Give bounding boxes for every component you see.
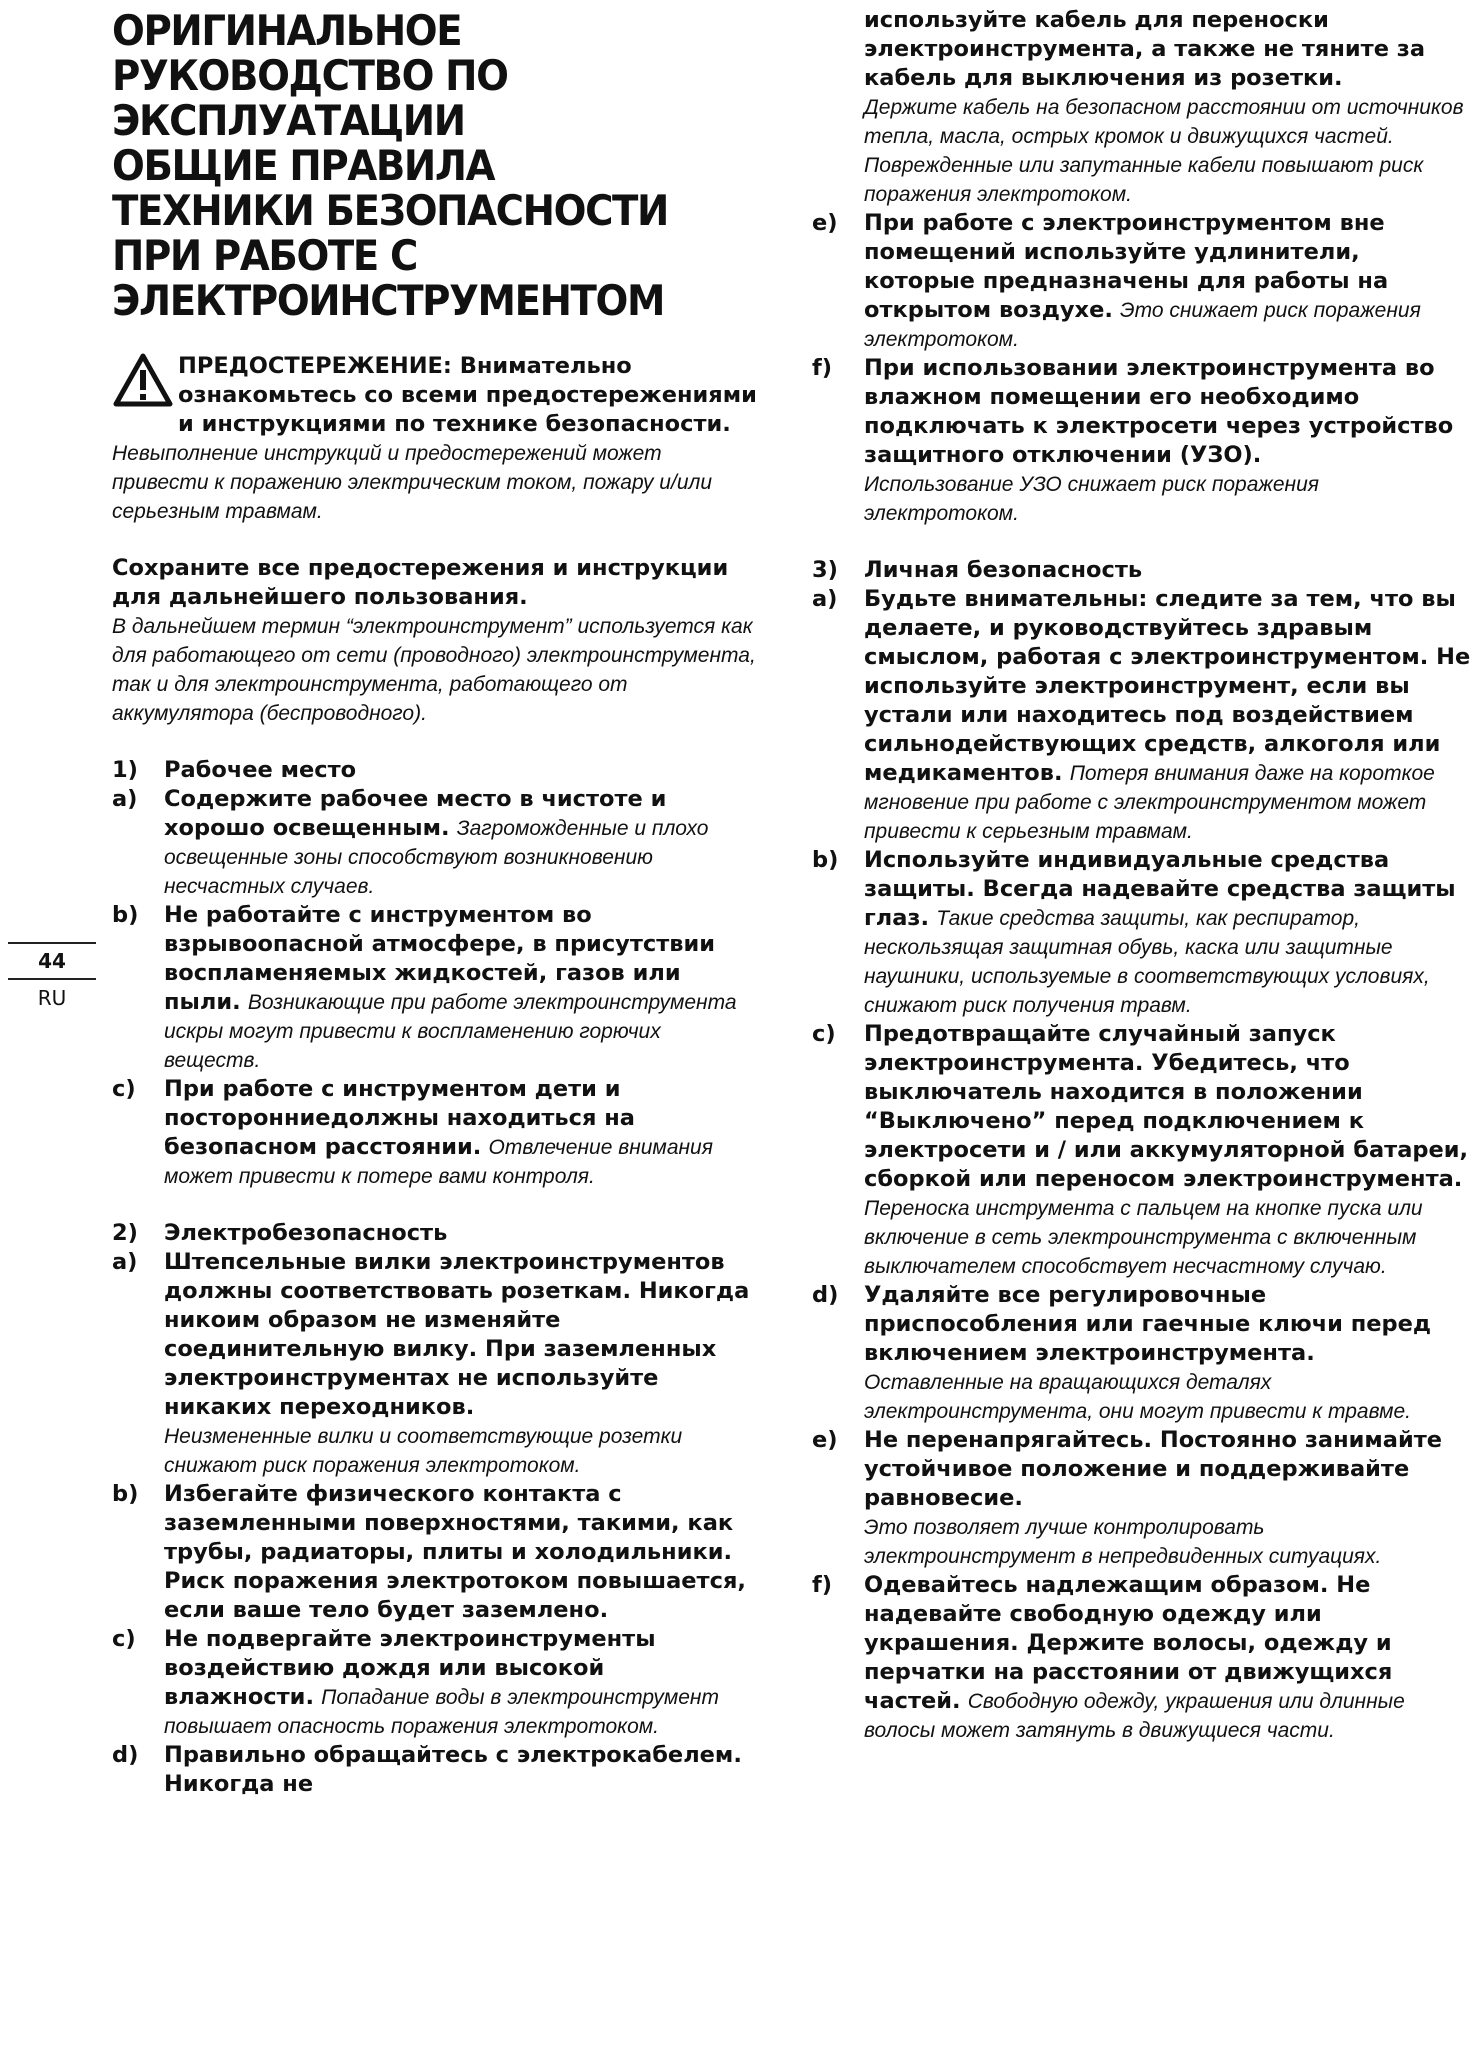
section-title bbox=[112, 1219, 762, 1248]
section-number: 2) bbox=[112, 1220, 138, 1246]
right-column bbox=[812, 6, 1472, 1745]
warning-text bbox=[112, 352, 762, 526]
item-bold: используйте кабель для переноски электроинструмента, а также не тяните за кабель для выключения из розетки. bbox=[864, 7, 1426, 91]
item-letter: e) bbox=[812, 1427, 838, 1453]
section-number: 3) bbox=[812, 557, 838, 583]
save-instructions bbox=[112, 554, 762, 728]
item-letter: b) bbox=[112, 1481, 139, 1507]
section-title-text: Личная безопасность bbox=[864, 557, 1143, 583]
item-letter: b) bbox=[812, 847, 839, 873]
item-bold: При работе с электроинструментом вне помещений используйте удлинители, которые предназначены для работы на открытом воздухе. bbox=[864, 210, 1389, 323]
list-item bbox=[112, 1741, 762, 1799]
item-bold: Не перенапрягайтесь. Постоянно занимайте устойчивое положение и поддерживайте равновесие. bbox=[864, 1427, 1443, 1511]
page-marker bbox=[8, 942, 96, 1010]
item-italic: Это снижает риск поражения электротоком. bbox=[864, 299, 1421, 351]
item-bold: Предотвращайте случайный запуск электроинструмента. Убедитесь, что выключатель находится в положении “Выключено” перед подключением к электросети и / или аккумуляторной батареи, сборкой или переносом электроинструмента. bbox=[864, 1021, 1469, 1192]
warning-triangle-icon bbox=[112, 352, 174, 408]
title-line: ПРИ РАБОТЕ С bbox=[112, 231, 417, 280]
item-italic: Возникающие при работе электроинструмента искры могут привести к воспламенению горючих веществ. bbox=[164, 991, 737, 1072]
list-item bbox=[112, 901, 762, 1075]
item-bold: Одевайтесь надлежащим образом. Не надевайте свободную одежду или украшения. Держите волосы, одежду и перчатки на расстоянии от движущихся частей. bbox=[864, 1572, 1393, 1714]
item-italic: Неизмененные вилки и соответствующие розетки снижают риск поражения электротоком. bbox=[164, 1425, 683, 1477]
section-title bbox=[812, 556, 1472, 585]
item-bold: Не подвергайте электроинструменты воздействию дождя или высокой влажности. bbox=[164, 1626, 656, 1710]
item-letter: c) bbox=[112, 1626, 136, 1652]
title-line: ОРИГИНАЛЬНОЕ bbox=[112, 6, 462, 55]
item-letter: c) bbox=[112, 1076, 136, 1102]
item-letter: a) bbox=[112, 786, 138, 812]
item-italic: Загроможденные и плохо освещенные зоны способствуют возникновению несчастных случаев. bbox=[164, 817, 709, 898]
list-item bbox=[112, 1480, 762, 1625]
item-bold: Не работайте с инструментом во взрывоопасной атмосфере, в присутствии воспламеняемых жидкостей, газов или пыли. bbox=[164, 902, 716, 1015]
item-letter: f) bbox=[812, 355, 833, 381]
item-bold: Штепсельные вилки электроинструментов должны соответствовать розеткам. Никогда никоим образом не изменяйте соединительную вилку. При заземленных электроинструментах не используйте никаких переходников. bbox=[164, 1249, 750, 1420]
item-italic: Использование УЗО снижает риск поражения электротоком. bbox=[864, 473, 1319, 525]
list-item bbox=[112, 1625, 762, 1741]
item-bold: Содержите рабочее место в чистоте и хорошо освещенным. bbox=[164, 786, 667, 841]
item-italic: Держите кабель на безопасном расстоянии от источников тепла, масла, острых кромок и движущихся частей. Поврежденные или запутанные кабели повышают риск поражения электротоком. bbox=[864, 96, 1464, 206]
item-bold: При использовании электроинструмента во влажном помещении его необходимо подключать к электросети через устройство защитного отключении (УЗО). bbox=[864, 355, 1454, 468]
save-italic: В дальнейшем термин “электроинструмент” используется как для работающего от сети (проводного) электроинструмента, так и для электроинструмента, работающего от аккумулятора (беспроводного). bbox=[112, 615, 756, 725]
warning-block bbox=[112, 352, 762, 526]
item-letter: e) bbox=[812, 210, 838, 236]
list-item bbox=[812, 1571, 1472, 1745]
title-line: ЭКСПЛУАТАЦИИ bbox=[112, 96, 465, 145]
item-letter: b) bbox=[112, 902, 139, 928]
title-line: РУКОВОДСТВО ПО bbox=[112, 51, 508, 100]
list-item bbox=[812, 209, 1472, 354]
item-italic: Такие средства защиты, как респиратор, нескользящая защитная обувь, каска или защитные наушники, используемые в соответствующих условиях, снижают риск получения травм. bbox=[864, 907, 1430, 1017]
list-item bbox=[812, 354, 1472, 528]
title-line: ТЕХНИКИ БЕЗОПАСНОСТИ bbox=[112, 186, 668, 235]
divider bbox=[8, 978, 96, 980]
item-letter: a) bbox=[812, 586, 838, 612]
item-letter: d) bbox=[812, 1282, 839, 1308]
list-item-continued bbox=[812, 6, 1472, 209]
title-line: ЭЛЕКТРОИНСТРУМЕНТОМ bbox=[112, 276, 665, 325]
list-item bbox=[812, 846, 1472, 1020]
item-letter: f) bbox=[812, 1572, 833, 1598]
section-title-text: Рабочее место bbox=[164, 757, 357, 783]
item-italic: Это позволяет лучше контролировать электроинструмент в непредвиденных ситуациях. bbox=[864, 1516, 1382, 1568]
item-bold: Используйте индивидуальные средства защиты. Всегда надевайте средства защиты глаз. bbox=[864, 847, 1456, 931]
page-number: 44 bbox=[38, 949, 66, 973]
item-italic: Оставленные на вращающихся деталях электроинструмента, они могут привести к травме. bbox=[864, 1371, 1412, 1423]
item-bold: Будьте внимательны: следите за тем, что вы делаете, и руководствуйтесь здравым смыслом, работая с электроинструментом. Не используйте электроинструмент, если вы устали или находитесь под воздействием сильнодействующих средств, алкоголя или медикаментов. bbox=[864, 586, 1471, 786]
left-column bbox=[112, 352, 762, 1799]
item-letter: a) bbox=[112, 1249, 138, 1275]
item-bold: При работе с инструментом дети и посторонниедолжны находиться на безопасном расстоянии. bbox=[164, 1076, 635, 1160]
section-title bbox=[112, 756, 762, 785]
list-item bbox=[812, 585, 1472, 846]
item-bold: Правильно обращайтесь с электрокабелем. Никогда не bbox=[164, 1742, 742, 1797]
list-item bbox=[812, 1426, 1472, 1571]
language-code: RU bbox=[37, 986, 67, 1010]
save-bold: Сохраните все предостережения и инструкции для дальнейшего пользования. bbox=[112, 555, 729, 610]
list-item bbox=[812, 1281, 1472, 1426]
list-item bbox=[112, 785, 762, 901]
page-title bbox=[112, 8, 701, 323]
list-item bbox=[112, 1075, 762, 1191]
item-italic: Потеря внимания даже на короткое мгновение при работе с электроинструментом может привести к серьезным травмам. bbox=[864, 762, 1435, 843]
item-bold: Избегайте физического контакта с заземленными поверхностями, такими, как трубы, радиаторы, плиты и холодильники. Риск поражения электротоком повышается, если ваше тело будет заземлено. bbox=[164, 1481, 746, 1623]
section-number: 1) bbox=[112, 757, 138, 783]
warning-bold: ПРЕДОСТЕРЕЖЕНИЕ: Внимательно ознакомьтесь со всеми предостережениями и инструкциями по технике безопасности. bbox=[178, 353, 757, 437]
item-letter: c) bbox=[812, 1021, 836, 1047]
title-line: ОБЩИЕ ПРАВИЛА bbox=[112, 141, 495, 190]
item-italic: Переноска инструмента с пальцем на кнопке пуска или включение в сеть электроинструмента с включенным выключателем способствует несчастному случаю. bbox=[864, 1197, 1423, 1278]
list-item bbox=[812, 1020, 1472, 1281]
item-letter: d) bbox=[112, 1742, 139, 1768]
list-item bbox=[112, 1248, 762, 1480]
item-italic: Попадание воды в электроинструмент повышает опасность поражения электротоком. bbox=[164, 1686, 719, 1738]
item-italic: Отвлечение внимания может привести к потере вами контроля. bbox=[164, 1136, 713, 1188]
item-italic: Свободную одежду, украшения или длинные волосы может затянуть в движущиеся части. bbox=[864, 1690, 1405, 1742]
item-bold: Удаляйте все регулировочные приспособления или гаечные ключи перед включением электроинструмента. bbox=[864, 1282, 1432, 1366]
warning-italic: Невыполнение инструкций и предостережений может привести к поражению электрическим током, пожару и/или серьезным травмам. bbox=[112, 442, 713, 523]
section-title-text: Электробезопасность bbox=[164, 1220, 448, 1246]
